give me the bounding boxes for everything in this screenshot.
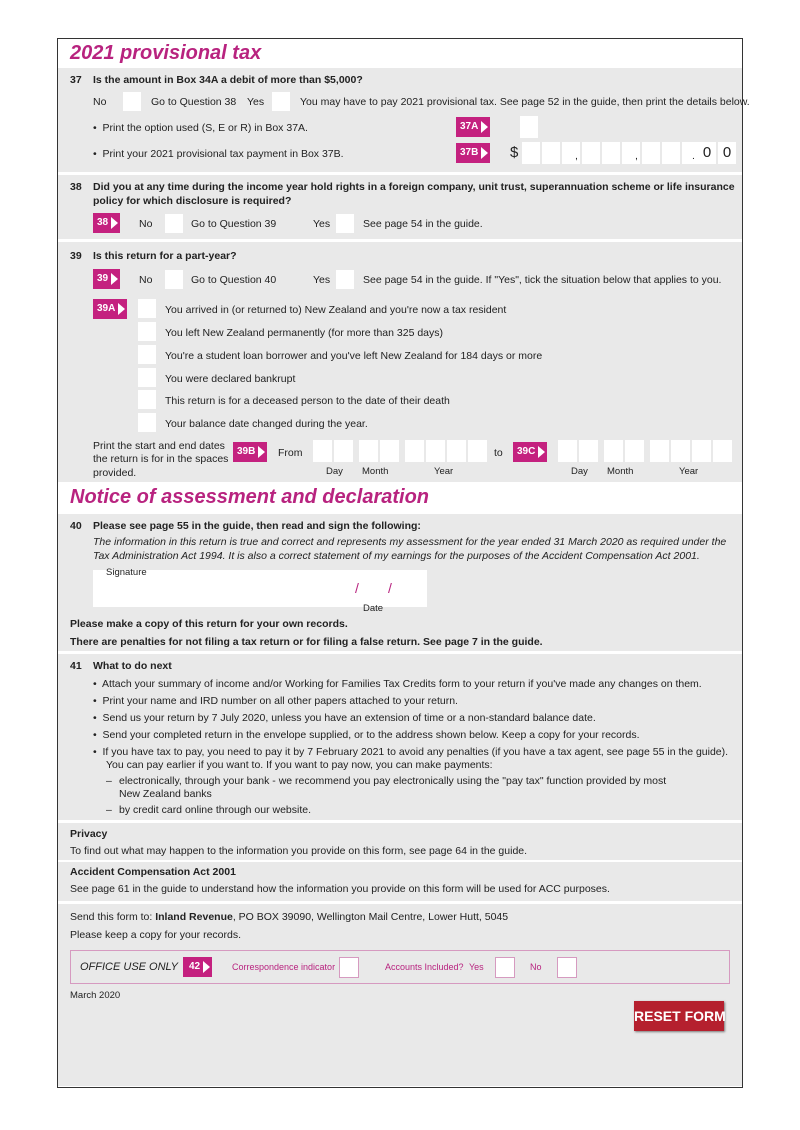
- accounts-yes-checkbox[interactable]: [495, 957, 515, 978]
- option-label: This return is for a deceased person to the date of their death: [165, 395, 450, 407]
- option-checkbox[interactable]: [138, 299, 156, 318]
- q-text-2: policy for which disclosure is required?: [93, 195, 292, 207]
- yes-label: Yes: [313, 274, 331, 286]
- form-date: March 2020: [70, 990, 121, 1001]
- cents-digit: 0: [698, 142, 716, 164]
- yes-text: You may have to pay 2021 provisional tax. See page 52 in the guide, then print the details below.: [300, 96, 750, 108]
- option-label: You arrived in (or returned to) New Zealand and you're now a tax resident: [165, 304, 507, 316]
- section-title-provisional: 2021 provisional tax: [70, 42, 262, 64]
- yes-checkbox[interactable]: [272, 92, 290, 111]
- dash: –: [106, 775, 112, 787]
- bullet-37a: • Print the option used (S, E or R) in Box 37A.: [93, 122, 308, 134]
- yes-text: See page 54 in the guide.: [363, 218, 483, 230]
- comma: ,: [635, 150, 638, 162]
- send-address: [70, 911, 508, 923]
- corr-checkbox[interactable]: [339, 957, 359, 978]
- yes-checkbox[interactable]: [336, 214, 354, 233]
- no-label: No: [93, 96, 107, 108]
- bullet: • If you have tax to pay, you need to pay it by 7 February 2021 to avoid any penalties (if you have a tax agent, see page 55 in the guide).: [93, 746, 729, 758]
- no-checkbox[interactable]: [165, 214, 183, 233]
- start-date-input[interactable]: [313, 440, 487, 462]
- amount-digit[interactable]: [582, 142, 600, 164]
- office-use-box: [70, 950, 730, 984]
- bullet-37b: • Print your 2021 provisional tax payment in Box 37B.: [93, 148, 344, 160]
- box-37a-input[interactable]: [520, 116, 538, 138]
- section-title-notice: Notice of assessment and declaration: [70, 486, 430, 508]
- q-text: Is this return for a part-year?: [93, 250, 237, 262]
- goto-label: Go to Question 40: [191, 274, 277, 286]
- amount-digit[interactable]: [542, 142, 560, 164]
- penalties-notice: There are penalties for not filing a tax return or for filing a false return. See page 7 in the guide.: [70, 636, 543, 648]
- dates-instr: Print the start and end dates: [93, 440, 225, 452]
- q-text: Did you at any time during the income year hold rights in a foreign company, unit trust, superannuation scheme or life insurance: [93, 181, 735, 193]
- box-39c-badge: 39C: [513, 442, 547, 462]
- bullet-text: Print the option used (S, E or R) in Box 37A.: [102, 122, 308, 134]
- bullet-text: Print your name and IRD number on all other papers attached to your return.: [102, 695, 458, 707]
- yes-label: Yes: [247, 96, 265, 108]
- to-label: to: [494, 447, 503, 459]
- date-label: Date: [363, 603, 384, 614]
- dash-text: electronically, through your bank - we recommend you pay electronically using the "pay tax" function provided by most: [119, 775, 667, 787]
- from-label: From: [278, 447, 303, 459]
- option-checkbox[interactable]: [138, 345, 156, 364]
- send-name: Inland Revenue: [155, 911, 233, 923]
- no-checkbox[interactable]: [123, 92, 141, 111]
- month-label: Month: [362, 466, 389, 477]
- dash-text: by credit card online through our website.: [119, 804, 312, 816]
- q-num: 41: [70, 660, 82, 672]
- question-41: [58, 654, 742, 820]
- option-checkbox[interactable]: [138, 322, 156, 341]
- box-37a-badge: 37A: [456, 117, 490, 137]
- end-date-input[interactable]: [558, 440, 732, 462]
- bullet-text: If you have tax to pay, you need to pay it by 7 February 2021 to avoid any penalties (if you have a tax agent, see page 55 in the guide).: [102, 746, 729, 758]
- box-38-badge: 38: [93, 213, 120, 233]
- bullet-text: Print your 2021 provisional tax payment in Box 37B.: [102, 148, 344, 160]
- box-39b-badge: 39B: [233, 442, 267, 462]
- q-num: 38: [70, 181, 82, 193]
- bullet-text: Send us your return by 7 July 2020, unless you have an extension of time or a non-standard balance date.: [102, 712, 596, 724]
- bullet-text: Send your completed return in the envelope supplied, or to the address shown below. Keep a copy for your records.: [102, 729, 640, 741]
- bullet-text: You can pay earlier if you want to. If you want to pay now, you can make payments:: [106, 759, 493, 771]
- option-label: You're a student loan borrower and you've left New Zealand for 184 days or more: [165, 350, 543, 362]
- q-text: Is the amount in Box 34A a debit of more than $5,000?: [93, 74, 363, 86]
- yes-text: See page 54 in the guide. If "Yes", tick the situation below that applies to you.: [363, 274, 722, 286]
- q-num: 39: [70, 250, 82, 262]
- acc-title: Accident Compensation Act 2001: [70, 866, 236, 878]
- reset-form-button[interactable]: RESET FORM: [634, 1001, 724, 1031]
- amount-digit[interactable]: [662, 142, 680, 164]
- goto-label: Go to Question 38: [151, 96, 237, 108]
- dollar-sign: $: [510, 144, 519, 161]
- declaration-text: Tax Administration Act 1994. It is also a correct statement of my earnings for the purposes of the Accident Compensation Act 2001.: [93, 550, 700, 562]
- bullet: • Print your name and IRD number on all other papers attached to your return.: [93, 695, 458, 707]
- bullet: • Send your completed return in the envelope supplied, or to the address shown below. Keep a copy for your records.: [93, 729, 640, 741]
- yes-label: Yes: [313, 218, 331, 230]
- option-label: Your balance date changed during the year.: [165, 418, 368, 430]
- year-label: Year: [679, 466, 699, 477]
- comma: ,: [575, 150, 578, 162]
- dash-text: New Zealand banks: [119, 788, 212, 800]
- amount-digit[interactable]: [642, 142, 660, 164]
- dates-instr: provided.: [93, 467, 137, 479]
- acc-section: [58, 862, 742, 901]
- copy-notice: Please make a copy of this return for your own records.: [70, 618, 348, 630]
- corr-label: Correspondence indicator: [232, 962, 336, 972]
- no-label: No: [139, 274, 153, 286]
- day-label: Day: [326, 466, 343, 477]
- option-checkbox[interactable]: [138, 368, 156, 387]
- yes-checkbox[interactable]: [336, 270, 354, 289]
- question-37: [58, 68, 750, 172]
- send-section: [58, 904, 742, 1086]
- option-label: You left New Zealand permanently (for more than 325 days): [165, 327, 444, 339]
- box-39a-badge: 39A: [93, 299, 127, 319]
- question-40: [58, 514, 742, 651]
- privacy-title: Privacy: [70, 828, 108, 840]
- privacy-text: To find out what may happen to the information you provide on this form, see page 64 in the guide.: [70, 845, 528, 857]
- privacy-section: [58, 823, 742, 860]
- date-slash: /: [388, 580, 392, 596]
- office-label: OFFICE USE ONLY: [80, 961, 179, 973]
- signature-label: Signature: [106, 567, 147, 578]
- accounts-no-checkbox[interactable]: [557, 957, 577, 978]
- yes-label: Yes: [469, 962, 484, 972]
- decimal-point: .: [692, 150, 695, 162]
- no-label: No: [139, 218, 153, 230]
- day-label: Day: [571, 466, 588, 477]
- year-label: Year: [434, 466, 454, 477]
- box-39-badge: 39: [93, 269, 120, 289]
- q-text: Please see page 55 in the guide, then read and sign the following:: [93, 520, 421, 532]
- box-42-badge: 42: [183, 957, 212, 977]
- no-label: No: [530, 962, 542, 972]
- cents-digit: 0: [718, 142, 736, 164]
- bullet-text: Attach your summary of income and/or Working for Families Tax Credits form to your return if you've made any changes on them.: [101, 678, 702, 690]
- accounts-label: Accounts Included?: [385, 962, 464, 972]
- q-num: 40: [70, 520, 82, 532]
- declaration-text: The information in this return is true and correct and represents my assessment for the year ended 31 March 2020 as required under the: [93, 536, 727, 548]
- acc-text: See page 61 in the guide to understand how the information you provide on this form will be used for ACC purposes.: [70, 883, 610, 895]
- amount-digit[interactable]: [522, 142, 540, 164]
- goto-label: Go to Question 39: [191, 218, 277, 230]
- option-checkbox[interactable]: [138, 413, 156, 432]
- send-address-text: , PO BOX 39090, Wellington Mail Centre, Lower Hutt, 5045: [232, 911, 509, 923]
- box-37b-badge: 37B: [456, 143, 490, 163]
- no-checkbox[interactable]: [165, 270, 183, 289]
- option-label: You were declared bankrupt: [165, 373, 296, 385]
- bullet: • Send us your return by 7 July 2020, unless you have an extension of time or a non-standard balance date.: [93, 712, 596, 724]
- month-label: Month: [607, 466, 634, 477]
- question-38: [58, 175, 742, 239]
- q-num: 37: [70, 74, 82, 86]
- send-prefix: Send this form to:: [70, 911, 156, 923]
- amount-digit[interactable]: [602, 142, 620, 164]
- keep-copy: Please keep a copy for your records.: [70, 929, 242, 941]
- q-text: What to do next: [93, 660, 172, 672]
- dates-instr: the return is for in the spaces: [93, 453, 229, 465]
- option-checkbox[interactable]: [138, 390, 156, 409]
- dash: –: [106, 804, 112, 816]
- bullet: • Attach your summary of income and/or Working for Families Tax Credits form to your return if you've made any changes on them.: [93, 678, 702, 690]
- question-39: [58, 242, 742, 482]
- date-slash: /: [355, 580, 359, 596]
